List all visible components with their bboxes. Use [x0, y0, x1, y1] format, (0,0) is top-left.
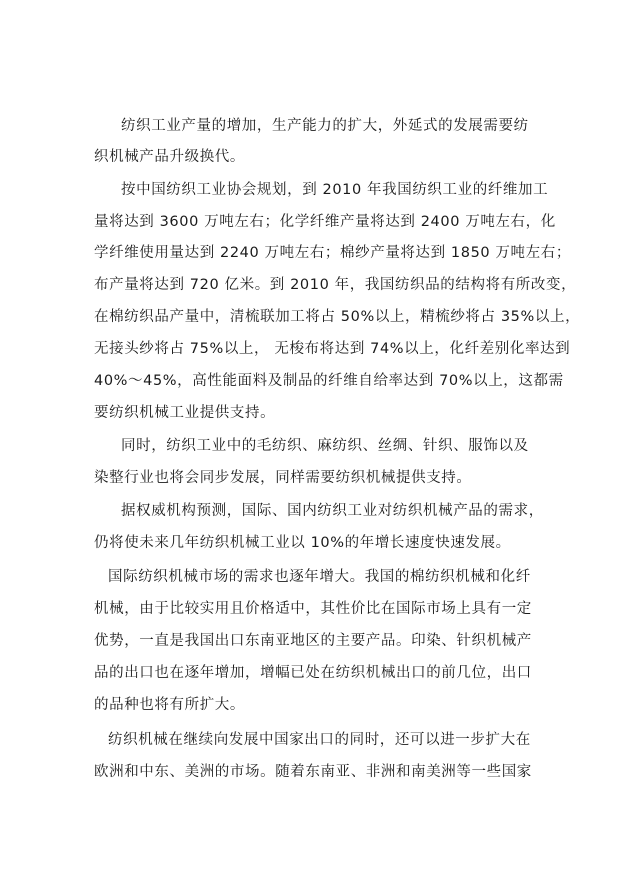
text-line: 无接头纱将占 75%以上， 无梭布将达到 74%以上，化纤差别化率达到 — [94, 341, 571, 357]
text-line: 同时，纺织工业中的毛纺织、麻纺织、丝绸、针织、服饰以及 — [121, 438, 529, 454]
text-line: 据权威机构预测，国际、国内纺织工业对纺织机械产品的需求， — [121, 503, 544, 519]
text-line: 仍将使未来几年纺织机械工业以 10%的年增长速度快速发展。 — [94, 535, 511, 551]
text-line: 染整行业也将会同步发展，同样需要纺织机械提供支持。 — [94, 470, 472, 486]
text-line: 机械，由于比较实用且价格适中，其性价比在国际市场上具有一定 — [94, 601, 532, 617]
text-line: 纺织工业产量的增加，生产能力的扩大，外延式的发展需要纺 — [121, 118, 529, 134]
text-line: 织机械产品升级换代。 — [94, 149, 245, 165]
text-line: 欧洲和中东、美洲的市场。随着东南亚、非洲和南美洲等一些国家 — [94, 764, 532, 780]
text-line: 在棉纺织品产量中，清梳联加工将占 50%以上，精梳纱将占 35%以上， — [94, 309, 581, 325]
text-line: 国际纺织机械市场的需求也逐年增大。我国的棉纺织机械和化纤 — [108, 569, 531, 585]
text-line: 纺织机械在继续向发展中国家出口的同时，还可以进一步扩大在 — [108, 732, 531, 748]
text-line: 40%～45%，高性能面料及制品的纤维自给率达到 70%以上，这都需 — [94, 373, 564, 389]
text-line: 学纤维使用量达到 2240 万吨左右；棉纱产量将达到 1850 万吨左右； — [94, 245, 571, 261]
text-line: 优势，一直是我国出口东南亚地区的主要产品。印染、针织机械产 — [94, 633, 532, 649]
text-line: 按中国纺织工业协会规划，到 2010 年我国纺织工业的纤维加工 — [121, 182, 549, 198]
text-line: 品的出口也在逐年增加，增幅已处在纺织机械出口的前几位，出口 — [94, 665, 532, 681]
text-line: 量将达到 3600 万吨左右；化学纤维产量将达到 2400 万吨左右，化 — [94, 214, 556, 230]
text-line: 要纺织机械工业提供支持。 — [94, 405, 276, 421]
text-line: 的品种也将有所扩大。 — [94, 697, 245, 713]
text-line: 布产量将达到 720 亿米。到 2010 年，我国纺织品的结构将有所改变， — [94, 277, 577, 293]
